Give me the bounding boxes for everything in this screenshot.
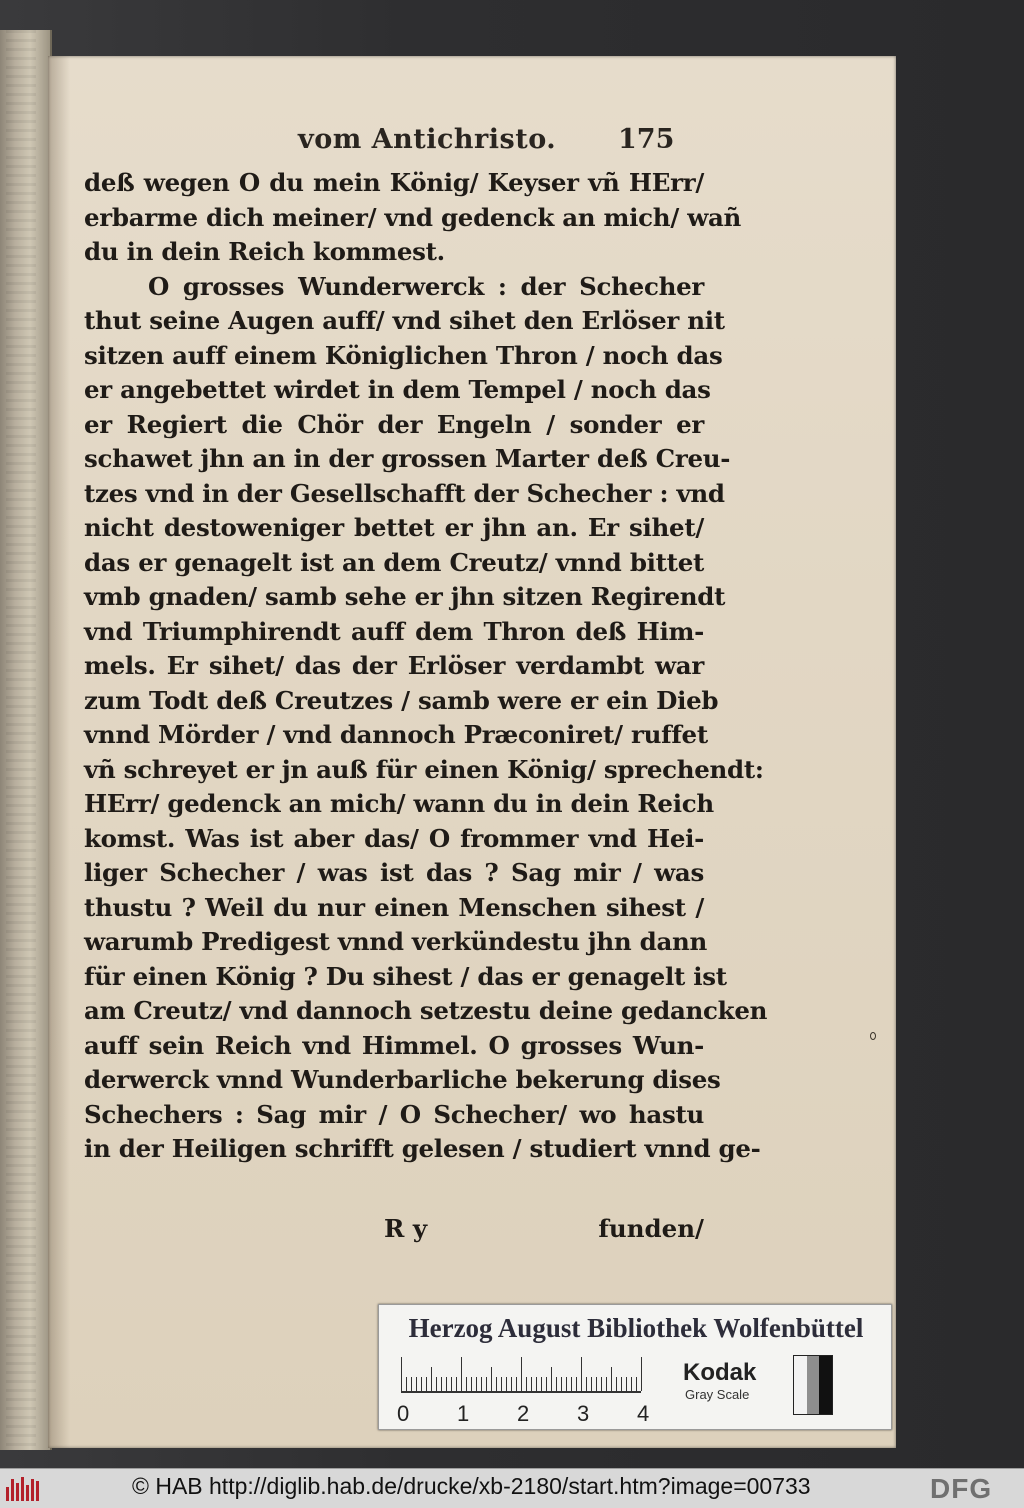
signature-mark: R y (384, 1214, 428, 1243)
hab-logo-icon[interactable] (6, 1477, 40, 1501)
text-line: deß wegen O du mein König/ Keyser vñ HErr/ (84, 168, 704, 197)
ruler-tick (416, 1377, 417, 1391)
ruler-tick (511, 1377, 512, 1391)
ruler-tick (546, 1377, 547, 1391)
logo-bar (11, 1479, 14, 1501)
ruler-tick (576, 1377, 577, 1391)
ruler-tick (641, 1357, 642, 1391)
text-line: erbarme dich meiner/ vnd gedenck an mich/ wañ (84, 202, 742, 232)
ruler-tick (461, 1357, 462, 1391)
ruler-tick (441, 1377, 442, 1391)
logo-bar (36, 1481, 39, 1501)
ruler-tick (571, 1377, 572, 1391)
ruler-tick (421, 1377, 422, 1391)
text-line: zum Todt deß Creutzes / samb were er ein Dieb (84, 685, 719, 715)
catchword: funden/ (598, 1214, 704, 1243)
ruler-tick (486, 1377, 487, 1391)
ruler-tick (446, 1377, 447, 1391)
ruler-tick (456, 1377, 457, 1391)
ruler-tick (621, 1377, 622, 1391)
ruler-tick (586, 1377, 587, 1391)
gray-patch (807, 1356, 820, 1414)
text-line: er angebettet wirdet in dem Tempel / noch das (84, 375, 711, 404)
ruler-tick (556, 1377, 557, 1391)
text-line: komst. Was ist aber das/ O frommer vnd Hei- (84, 823, 704, 853)
text-line: Schechers : Sag mir / O Schecher/ wo hastu (84, 1099, 704, 1129)
ruler-tick (431, 1367, 432, 1391)
ruler-tick (481, 1377, 482, 1391)
kodak-brand: Kodak (683, 1359, 757, 1386)
text-line: er Regiert die Chör der Engeln / sonder er (84, 409, 704, 439)
ruler-tick (491, 1367, 492, 1391)
ruler-tick (466, 1377, 467, 1391)
text-line: thut seine Augen auff/ vnd sihet den Erlöser nit (84, 306, 725, 335)
running-title: vom Antichristo. (298, 124, 557, 155)
text-line: vñ schreyet er jn auß für einen König/ sprechendt: (84, 754, 764, 784)
text-line: vmb gnaden/ samb sehe er jhn sitzen Regirendt (84, 582, 726, 611)
ruler-number: 2 (517, 1401, 530, 1426)
text-line: in der Heiligen schrifft gelesen / studiert vnnd ge- (84, 1134, 761, 1163)
logo-bar (21, 1477, 24, 1501)
ruler-number: 1 (457, 1401, 470, 1426)
page-number: 175 (618, 124, 675, 155)
color-scale-card (378, 1304, 892, 1430)
library-name: Herzog August Bibliothek Wolfenbüttel (408, 1313, 864, 1343)
ruler-number: 3 (577, 1401, 590, 1426)
ruler-tick (626, 1377, 627, 1391)
logo-bar (26, 1485, 29, 1501)
ruler-number: 0 (397, 1401, 410, 1426)
text-line: am Creutz/ vnd dannoch setzestu deine gedancken (84, 996, 768, 1025)
ruler-tick (496, 1377, 497, 1391)
text-line: auff sein Reich vnd Himmel. O grosses Wun- (84, 1030, 704, 1060)
gray-patches (793, 1355, 833, 1415)
text-line: vnd Triumphirendt auff dem Thron deß Him- (84, 616, 704, 646)
book-page (48, 56, 896, 1448)
text-line: tzes vnd in der Gesellschafft der Schecher : vnd (84, 478, 725, 508)
gray-patch (819, 1356, 832, 1414)
ruler-tick (561, 1377, 562, 1391)
ruler-tick (631, 1377, 632, 1391)
text-line: derwerck vnnd Wunderbarliche bekerung dises (84, 1065, 721, 1094)
text-line: für einen König ? Du sihest / das er genagelt ist (84, 961, 727, 991)
credit-link[interactable]: © HAB http://diglib.hab.de/drucke/xb-2180/start.htm?image=00733 (132, 1473, 811, 1499)
text-line: du in dein Reich kommest. (84, 237, 445, 266)
ruler-tick (451, 1377, 452, 1391)
ruler-tick (531, 1377, 532, 1391)
text-line: schawet jhn an in der grossen Marter deß Creu- (84, 444, 731, 473)
ruler-tick (401, 1357, 402, 1391)
ruler-tick (476, 1377, 477, 1391)
book-page-edges (0, 30, 52, 1450)
footer-bar (0, 1468, 1024, 1508)
ruler-tick (516, 1377, 517, 1391)
text-line: mels. Er sihet/ das der Erlöser verdambt war (84, 651, 704, 680)
ruler-tick (436, 1377, 437, 1391)
ruler-tick (536, 1377, 537, 1391)
text-line: HErr/ gedenck an mich/ wann du in dein Reich (84, 789, 714, 818)
text-line: O grosses Wunderwerck : der Schecher (148, 271, 704, 301)
running-head (48, 124, 896, 164)
ruler-numbers (397, 1401, 661, 1427)
text-line: warumb Predigest vnnd verkündestu jhn dann (84, 927, 708, 956)
ruler-tick (471, 1377, 472, 1391)
ruler-tick (636, 1377, 637, 1391)
ruler-tick (406, 1377, 407, 1391)
text-line: vnnd Mörder / vnd dannoch Præconiret/ ruffet (84, 720, 708, 749)
page-footer-line (84, 1214, 704, 1248)
ruler-tick (411, 1377, 412, 1391)
stray-ink-mark (870, 1032, 876, 1040)
ruler-tick (606, 1377, 607, 1391)
ruler-tick (551, 1367, 552, 1391)
logo-bar (6, 1487, 9, 1501)
text-line: das er genagelt ist an dem Creutz/ vnnd bittet (84, 547, 704, 577)
logo-bar (16, 1483, 19, 1501)
ruler-tick (506, 1377, 507, 1391)
ruler-tick (601, 1377, 602, 1391)
ruler-tick (611, 1367, 612, 1391)
ruler-tick (426, 1377, 427, 1391)
text-line: liger Schecher / was ist das ? Sag mir / was (84, 858, 704, 887)
text-line: nicht destoweniger bettet er jhn an. Er sihet/ (84, 513, 704, 542)
ruler-tick (616, 1377, 617, 1391)
ruler-tick (596, 1377, 597, 1391)
text-line: sitzen auff einem Königlichen Thron / noch das (84, 340, 723, 370)
logo-bar (31, 1479, 34, 1501)
ruler-tick (541, 1377, 542, 1391)
ruler-scale (401, 1357, 641, 1393)
text-block (84, 166, 768, 1167)
ruler-tick (526, 1377, 527, 1391)
gray-patch (794, 1356, 807, 1414)
gray-scale-label: Gray Scale (685, 1387, 750, 1402)
ruler-tick (566, 1377, 567, 1391)
text-line: thustu ? Weil du nur einen Menschen sihest / (84, 892, 704, 922)
ruler-tick (581, 1357, 582, 1391)
ruler-number: 4 (637, 1401, 650, 1426)
ruler-tick (591, 1377, 592, 1391)
ruler-tick (501, 1377, 502, 1391)
dfg-logo[interactable]: DFG (930, 1473, 993, 1504)
ruler-tick (521, 1357, 522, 1391)
